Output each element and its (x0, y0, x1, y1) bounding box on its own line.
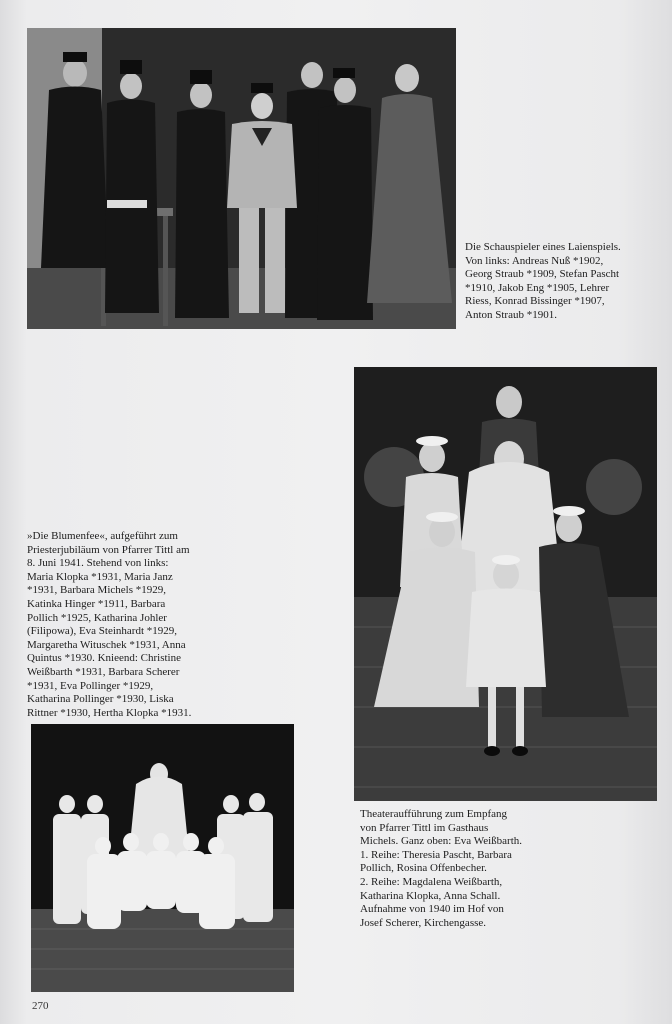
caption-line: 2. Reihe: Magdalena Weißbarth, (360, 875, 503, 888)
caption-line: Katharina Klopka, Anna Schall. (360, 889, 501, 902)
caption-line: Margaretha Wituschek *1931, Anna (27, 638, 186, 651)
caption-line: Priesterjubiläum von Pfarrer Tittl am (27, 543, 190, 556)
caption-line: Maria Klopka *1931, Maria Janz (27, 570, 173, 583)
caption-line: »Die Blumenfee«, aufgeführt zum (27, 530, 178, 542)
caption-line: Pollich, Rosina Offenbecher. (360, 862, 487, 875)
caption-blumenfee (27, 530, 242, 720)
caption-theater-reception (360, 808, 580, 930)
caption-line: *1931, Barbara Michels *1929, (27, 584, 166, 597)
caption-line: *1910, Jakob Eng *1905, Lehrer (465, 281, 610, 294)
caption-line: 8. Juni 1941. Stehend von links: (27, 557, 169, 570)
caption-line: Pollich *1925, Katharina Johler (27, 611, 167, 624)
caption-line: von Pfarrer Tittl im Gasthaus (360, 821, 489, 834)
caption-line: Weißbarth *1931, Barbara Scherer (27, 665, 180, 678)
caption-line: 1. Reihe: Theresia Pascht, Barbara (360, 848, 512, 861)
photo-theater-reception (354, 367, 657, 801)
photo-laienspiel-actors (27, 28, 456, 329)
caption-line: Rittner *1930, Hertha Klopka *1931. (27, 706, 192, 719)
page-number: 270 (32, 1000, 49, 1012)
caption-line: Riess, Konrad Bissinger *1907, (465, 295, 605, 308)
caption-line: Georg Straub *1909, Stefan Pascht (465, 268, 620, 281)
caption-line: Aufnahme von 1940 im Hof von (360, 903, 504, 916)
caption-line: Josef Scherer, Kirchengasse. (360, 916, 487, 929)
caption-line: (Filipowa), Eva Steinhardt *1929, (27, 625, 178, 638)
caption-line: Michels. Ganz oben: Eva Weißbarth. (360, 835, 523, 848)
caption-laienspiel (465, 241, 665, 323)
caption-line: Quintus *1930. Knieend: Christine (27, 652, 181, 665)
caption-line: Katinka Hinger *1911, Barbara (27, 597, 166, 610)
caption-line: Von links: Andreas Nuß *1902, (465, 254, 604, 267)
caption-line: Die Schauspieler eines Laienspiels. (465, 241, 621, 253)
photo-blumenfee (31, 724, 294, 992)
caption-line: Anton Straub *1901. (465, 308, 557, 321)
caption-line: *1931, Eva Pollinger *1929, (27, 679, 154, 692)
caption-line: Theateraufführung zum Empfang (360, 808, 508, 820)
caption-line: Katharina Pollinger *1930, Liska (27, 693, 174, 706)
